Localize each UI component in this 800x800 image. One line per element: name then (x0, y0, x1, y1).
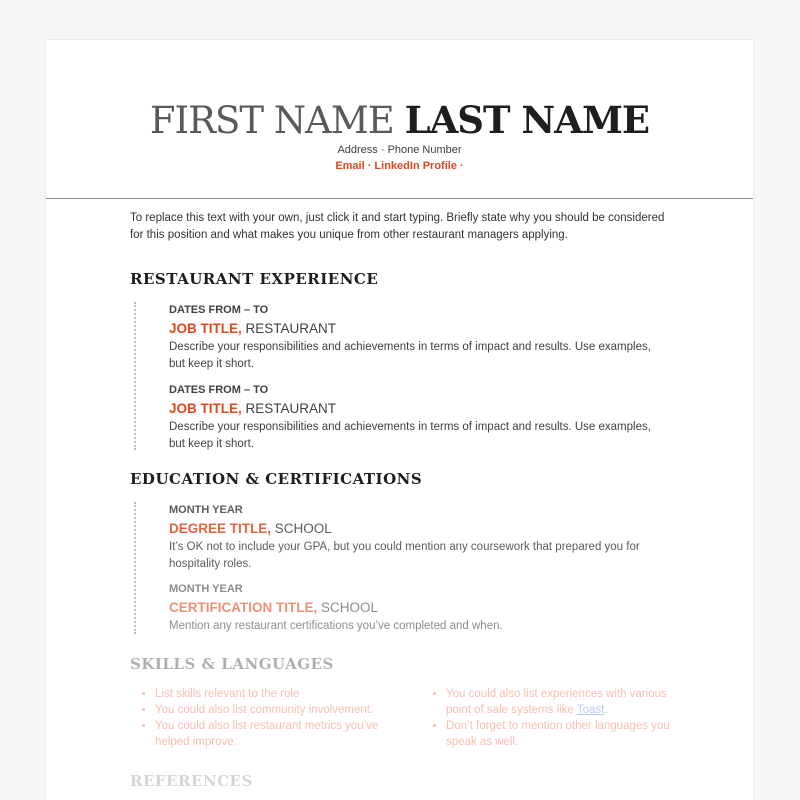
header-divider (46, 198, 753, 199)
skill-item[interactable]: • You could also list community involvement. (155, 702, 391, 718)
entry-title-line[interactable] (169, 519, 669, 538)
skills-right-column (422, 686, 672, 750)
toast-link[interactable]: Toast (576, 704, 605, 716)
certification-entry (169, 582, 669, 635)
resume-page (46, 40, 753, 800)
intro-paragraph[interactable]: To replace this text with your own, just click it and start typing. Briefly state why you should be considered for this position and what makes you unique from other restaurant managers applying. (130, 212, 665, 241)
restaurant-name[interactable]: RESTAURANT (245, 401, 337, 416)
links-line[interactable]: Email · LinkedIn Profile · (335, 160, 464, 172)
experience-entry (169, 303, 669, 373)
entry-dates[interactable]: MONTH YEAR (169, 583, 243, 595)
school-name[interactable]: SCHOOL (321, 600, 379, 615)
skill-item[interactable]: • List skills relevant to the role (155, 686, 391, 702)
contact-line[interactable]: Address · Phone Number (337, 144, 462, 156)
education-timeline (134, 502, 136, 634)
skill-text-end: . (604, 704, 608, 716)
skills-left-column (131, 686, 391, 750)
entry-dates[interactable]: MONTH YEAR (169, 504, 243, 516)
school-name[interactable]: SCHOOL (274, 521, 332, 536)
restaurant-name[interactable]: RESTAURANT (245, 321, 337, 336)
job-title[interactable]: JOB TITLE, (169, 401, 242, 416)
skill-text: You could also list experiences with various point of sale systems like (446, 688, 667, 716)
first-name[interactable]: FIRST NAME (149, 99, 394, 142)
entry-title-line[interactable] (169, 399, 669, 418)
education-heading[interactable]: EDUCATION & CERTIFICATIONS (130, 470, 423, 488)
education-entry (169, 503, 669, 573)
references-heading[interactable]: REFERENCES (130, 772, 253, 790)
last-name[interactable]: LAST NAME (404, 98, 650, 142)
entry-dates[interactable]: DATES FROM – TO (169, 384, 269, 396)
resume-header (46, 40, 753, 199)
entry-title-line[interactable] (169, 598, 669, 617)
entry-description[interactable]: It’s OK not to include your GPA, but you could mention any coursework that prepared you for hospitality roles. (169, 541, 640, 570)
job-title[interactable]: JOB TITLE, (169, 321, 242, 336)
experience-timeline (134, 302, 136, 450)
full-name[interactable] (46, 98, 753, 143)
skill-item[interactable] (446, 686, 672, 718)
certification-title[interactable]: CERTIFICATION TITLE, (169, 600, 318, 615)
experience-heading[interactable]: RESTAURANT EXPERIENCE (130, 270, 379, 288)
entry-description[interactable]: Describe your responsibilities and achievements in terms of impact and results. Use examples, but keep it short. (169, 341, 651, 370)
skill-item[interactable]: • You could also list restaurant metrics you’ve helped improve. (155, 718, 391, 750)
entry-dates[interactable]: DATES FROM – TO (169, 304, 269, 316)
experience-entry (169, 383, 669, 453)
entry-description[interactable]: Describe your responsibilities and achievements in terms of impact and results. Use examples, but keep it short. (169, 421, 651, 450)
entry-title-line[interactable] (169, 319, 669, 338)
entry-description[interactable]: Mention any restaurant certifications you’ve completed and when. (169, 620, 503, 632)
degree-title[interactable]: DEGREE TITLE, (169, 521, 272, 536)
skill-item[interactable]: • Don’t forget to mention other languages you speak as well. (446, 718, 672, 750)
skills-heading[interactable]: SKILLS & LANGUAGES (130, 655, 334, 673)
